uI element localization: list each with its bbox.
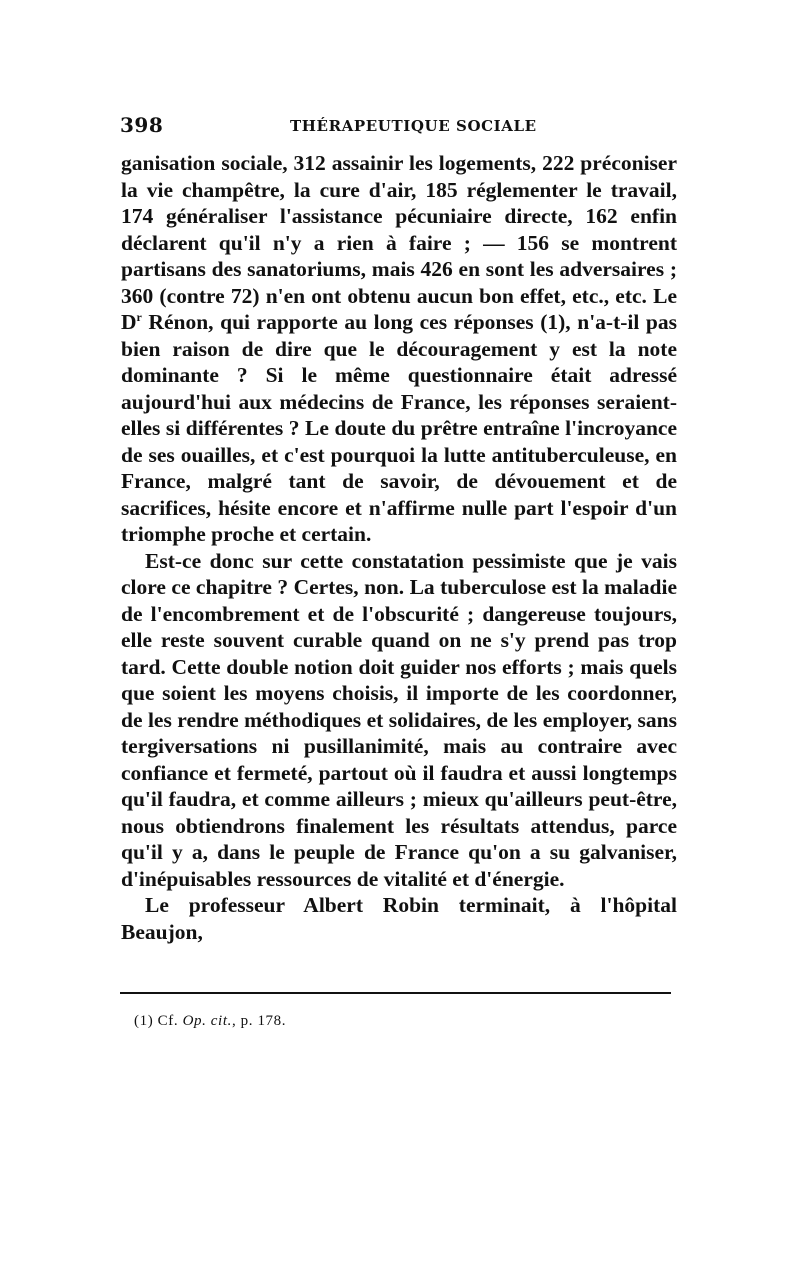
body-text [121,150,677,945]
footnote-marker: (1) Cf. [134,1013,179,1029]
paragraph-1-text-a: ganisation sociale, 312 assainir les logements, 222 préconiser la vie champêtre, la cure d'air, 185 réglementer le travail, 174 généraliser l'assistance pécuniaire directe, 162 enfin déclarent qu'il n'y a rien à faire ; — 156 se montrent partisans des sanatoriums, mais 426 en sont les adversaires ; 360 (contre 72) n'en ont obtenu aucun bon effet, etc., etc. Le D [121,151,677,334]
footnote [134,1013,286,1030]
running-head [120,113,680,143]
paragraph-3: Le professeur Albert Robin terminait, à l'hôpital Beaujon, [121,893,677,944]
doctor-abbrev-superscript: r [136,309,142,324]
running-title: THÉRAPEUTIQUE SOCIALE [290,117,537,135]
page-number: 398 [120,113,164,137]
footnote-rule [120,992,671,994]
paragraph-2: Est-ce donc sur cette constatation pessimiste que je vais clore ce chapitre ? Certes, non. La tuberculose est la maladie de l'encombrement et de l'obscurité ; dangereuse toujours, elle reste souvent curable quand on ne s'y prend pas trop tard. Cette double notion doit guider nos efforts ; mais quels que soient les moyens choisis, il importe de les coordonner, de les rendre méthodiques et solidaires, de les employer, sans tergiversations ni pusillanimité, mais au contraire avec confiance et fermeté, partout où il faudra et aussi longtemps qu'il faudra, et comme ailleurs ; mieux qu'ailleurs peut-être, nous obtiendrons finalement les résultats attendus, parce qu'il y a, dans le peuple de France qu'on a su galvaniser, d'inépuisables ressources de vitalité et d'énergie. [121,548,677,891]
paragraph-1 [121,150,677,548]
footnote-page: , p. 178. [231,1013,287,1029]
paragraph-1-text-b: Rénon, qui rapporte au long ces réponses (1), n'a-t-il pas bien raison de dire que le découragement y est la note dominante ? Si le même questionnaire était adressé aujourd'hui aux médecins de France, les réponses seraient-elles si différentes ? Le doute du prêtre entraîne l'incroyance de ses ouailles, et c'est pourquoi la lutte antituberculeuse, en France, malgré tant de savoir, de dévouement et de sacrifices, hésite encore et n'affirme nulle part l'espoir d'un triomphe proche et certain. [121,310,677,546]
footnote-citation: Op. cit. [182,1013,232,1029]
